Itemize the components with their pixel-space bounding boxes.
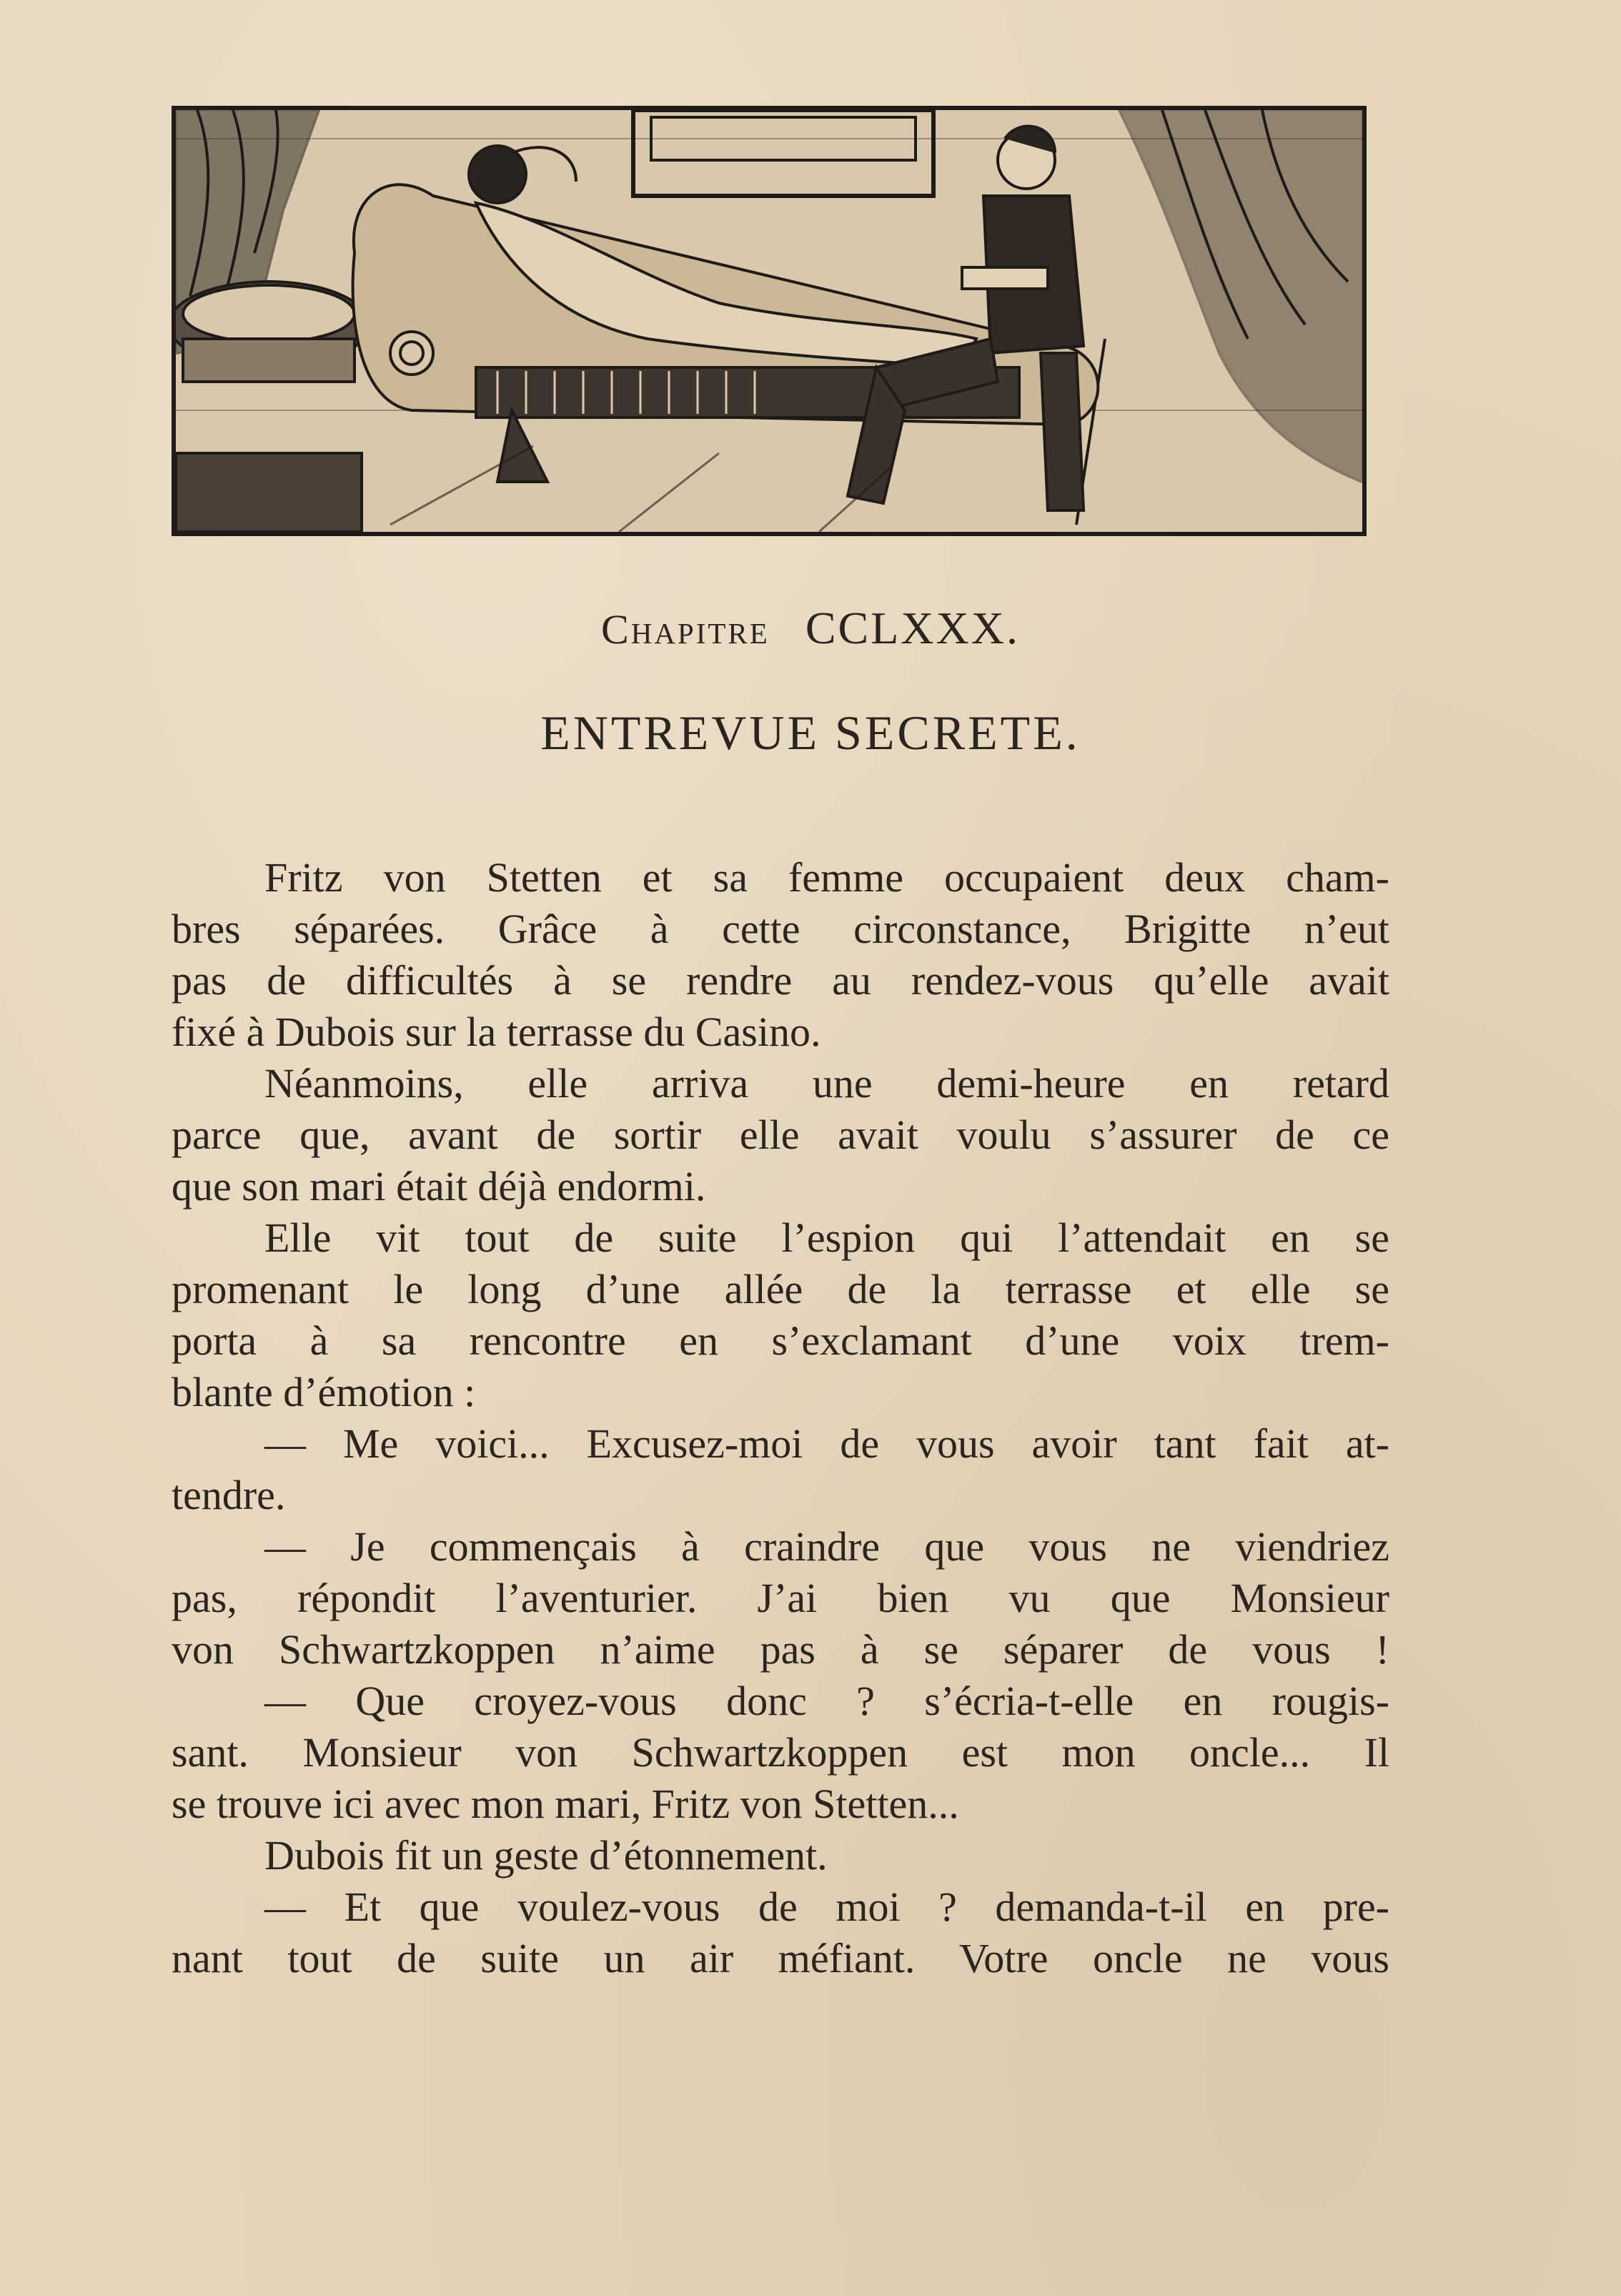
text-line: Néanmoins, elle arriva une demi-heure en retard xyxy=(264,1060,1389,1107)
engraving-illustration xyxy=(172,106,1367,536)
text-line: blante d’émotion : xyxy=(172,1369,476,1415)
text-line: Dubois fit un geste d’étonnement. xyxy=(264,1832,828,1879)
text-line: fixé à Dubois sur la terrasse du Casino. xyxy=(172,1009,821,1055)
text-line: parce que, avant de sortir elle avait voulu s’assurer de ce xyxy=(172,1112,1389,1158)
text-line: pas, répondit l’aventurier. J’ai bien vu que Monsieur xyxy=(172,1575,1389,1621)
text-line: promenant le long d’une allée de la terrasse et elle se xyxy=(172,1266,1389,1312)
chapter-title: ENTREVUE SECRETE. xyxy=(540,706,1081,760)
text-line: — Que croyez-vous donc ? s’écria-t-elle en rougis- xyxy=(264,1678,1389,1724)
chapter-number: CCLXXX. xyxy=(805,603,1020,653)
text-line: nant tout de suite un air méfiant. Votre oncle ne vous xyxy=(172,1935,1389,1981)
text-line: se trouve ici avec mon mari, Fritz von Stetten... xyxy=(172,1781,959,1827)
text-line: von Schwartzkoppen n’aime pas à se séparer de vous ! xyxy=(172,1626,1389,1673)
chapter-label: Chapitre xyxy=(601,606,770,653)
body-text xyxy=(172,852,1389,1984)
text-line: Elle vit tout de suite l’espion qui l’attendait en se xyxy=(264,1214,1389,1261)
text-line: — Me voici... Excusez-moi de vous avoir tant fait at- xyxy=(264,1420,1389,1467)
illustration-scene xyxy=(176,110,1362,532)
text-line: pas de difficultés à se rendre au rendez-vous qu’elle avait xyxy=(172,957,1389,1004)
chapter-heading xyxy=(0,602,1621,655)
text-line: sant. Monsieur von Schwartzkoppen est mon oncle... Il xyxy=(172,1729,1389,1776)
text-line: porta à sa rencontre en s’exclamant d’une voix trem- xyxy=(172,1317,1389,1364)
text-line: que son mari était déjà endormi. xyxy=(172,1163,706,1209)
text-line: bres séparées. Grâce à cette circonstance, Brigitte n’eut xyxy=(172,906,1389,952)
text-line: — Et que voulez-vous de moi ? demanda-t-il en pre- xyxy=(264,1884,1389,1930)
text-line: Fritz von Stetten et sa femme occupaient deux cham- xyxy=(264,854,1389,901)
text-line: — Je commençais à craindre que vous ne viendriez xyxy=(264,1523,1389,1570)
text-line: tendre. xyxy=(172,1472,286,1518)
